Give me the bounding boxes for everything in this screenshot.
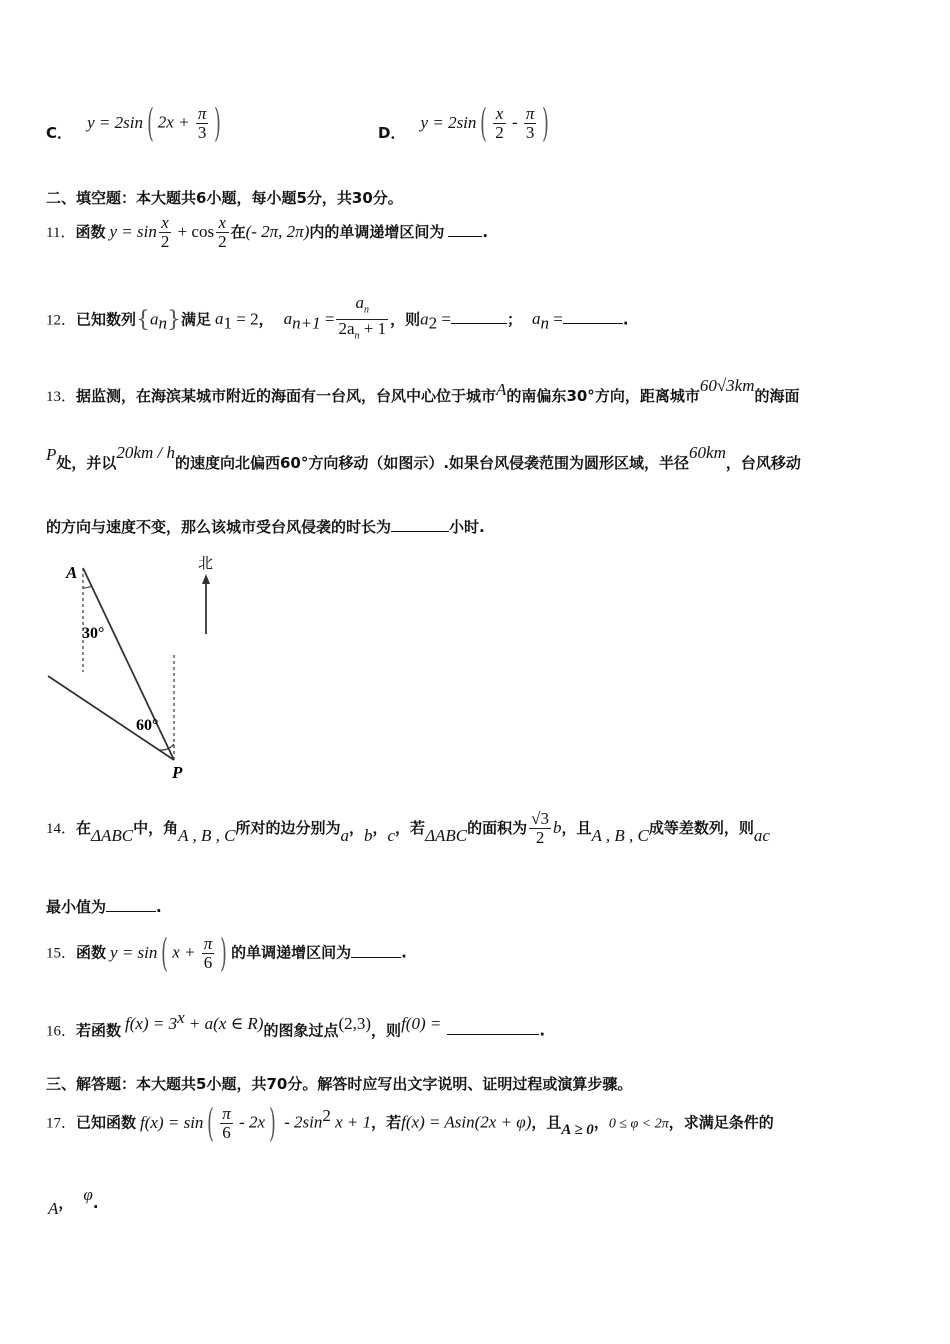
question-14-line1: 14．在ΔABC中，角A , B , C所对的边分别为a，b，c，若ΔABC的面积为 $\frac{√3}{2}$ b，且A , B , C成等差数列，则ac xyxy=(46,809,770,847)
line-ap xyxy=(83,568,174,760)
question-15: 15．函数 y = sin ( x + $\frac{\pi}{6}$ ) 的单调递增区间为 . xyxy=(46,931,407,975)
option-c-label: C． xyxy=(46,123,73,142)
option-c-inner: 2x + xyxy=(157,112,194,132)
answer-blank-16[interactable] xyxy=(447,1020,539,1035)
answer-blank-12a[interactable] xyxy=(451,309,507,324)
figure-label-north: 北 xyxy=(198,554,214,572)
answer-blank-12b[interactable] xyxy=(563,309,623,324)
question-17-line2: A， φ. xyxy=(48,1185,99,1218)
figure-label-a: A xyxy=(66,563,78,582)
typhoon-figure xyxy=(40,550,240,790)
section3-heading: 三、解答题：本大题共5小题，共70分。解答时应写出文字说明、证明过程或演算步骤。 xyxy=(46,1075,633,1093)
angle-arc-30 xyxy=(83,586,92,588)
figure-label-30: 30° xyxy=(82,625,105,642)
option-d-frac1: $\frac{x}{2}$ xyxy=(495,103,504,142)
question-13-line1: 13．据监测，在海滨某城市附近的海面有一台风，台风中心位于城市A的南偏东30°方向，距离城市60√3km的海面 xyxy=(46,376,800,405)
answer-blank-13[interactable] xyxy=(391,517,449,532)
section2-heading: 二、填空题：本大题共6小题，每小题5分，共30分。 xyxy=(46,189,403,207)
answer-blank-14[interactable] xyxy=(106,897,156,912)
question-13-line3: 的方向与速度不变，那么该城市受台风侵袭的时长为 小时. xyxy=(46,518,485,536)
option-d-fn: y = 2sin xyxy=(420,112,477,132)
answer-blank-15[interactable] xyxy=(351,943,401,958)
north-arrow-head xyxy=(202,574,210,584)
figure-label-p: P xyxy=(172,763,183,782)
option-c: C． y = 2sin ( 2x + $\frac{\pi}{3}$ ) xyxy=(46,101,222,145)
question-12: 12．已知数列$\{a_n\}$满足 $a_1 = 2$， $a_{n+1}$ = $\frac{a_n}{2a_n + 1}$ ，则$a_2$ = ； $a_n$ = . xyxy=(46,293,629,342)
question-17-line1: 17．已知函数 f(x) = sin ( $\frac{\pi}{6}$ - 2x ) - $2\sin^2$ x + 1，若f(x) = Asin(2x + φ)，且A ≥ 0，0 ≤ φ < 2π，求满足条件的 xyxy=(46,1101,774,1145)
option-d-frac2: $\frac{\pi}{3}$ xyxy=(525,103,535,142)
question-11: 11．函数 y = sin $\frac{x}{2}$ + cos $\frac{x}{2}$ 在(- 2π, 2π)内的单调递增区间为 . xyxy=(46,213,489,251)
figure-label-60: 60° xyxy=(136,717,159,734)
option-d: D． y = 2sin ( $\frac{x}{2}$ - $\frac{\pi}{3}$ ) xyxy=(378,101,550,145)
question-14-line2: 最小值为 . xyxy=(46,898,162,916)
option-c-fn: y = 2sin xyxy=(87,112,143,132)
option-d-label: D． xyxy=(378,123,406,142)
option-c-frac: $\frac{\pi}{3}$ xyxy=(197,103,207,142)
question-16: 16．若函数 $f(x) = 3^x + a(x$ ∈ R)的图象过点(2,3)，则f(0) = . xyxy=(46,1008,546,1040)
question-13-line2: P处，并以20km / h的速度向北偏西60°方向移动（如图示）.如果台风侵袭范围为圆形区域，半径60km，台风移动 xyxy=(46,443,801,472)
answer-blank-11[interactable] xyxy=(448,222,482,237)
